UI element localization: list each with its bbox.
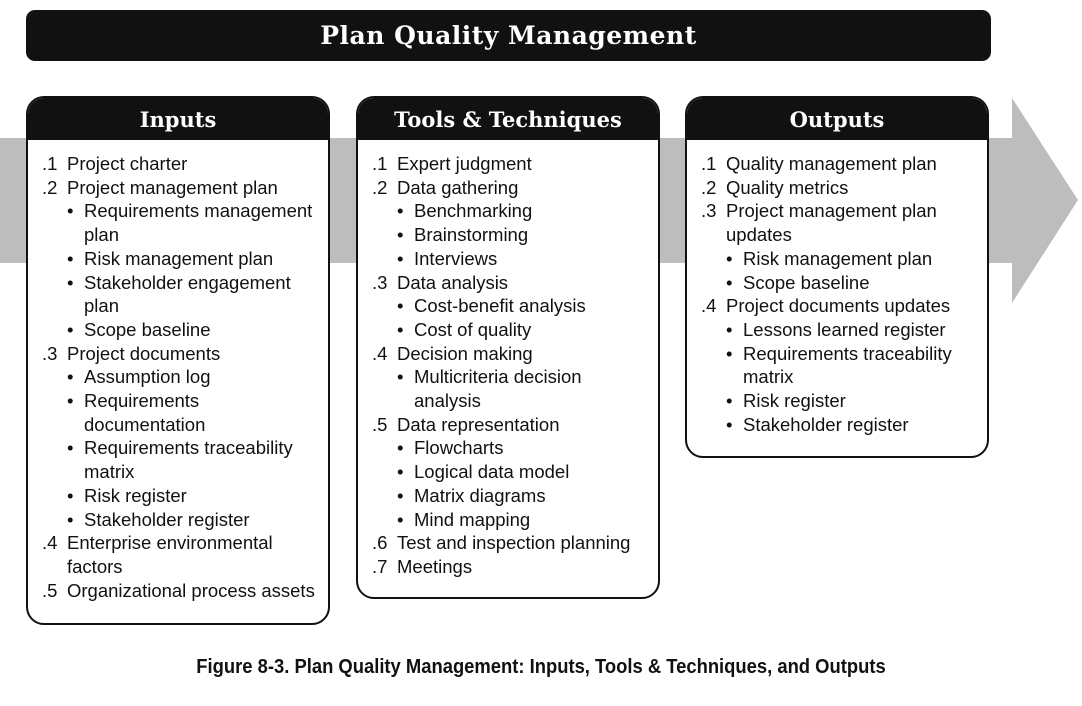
sub-item bbox=[701, 247, 977, 271]
sub-item bbox=[372, 247, 648, 271]
item-text: Test and inspection planning bbox=[397, 532, 631, 554]
bullet-icon: • bbox=[397, 461, 404, 483]
list-item bbox=[701, 152, 977, 176]
diagram-title: Plan Quality Management bbox=[320, 21, 697, 50]
sub-item-text: Risk register bbox=[84, 484, 187, 506]
list-item bbox=[701, 199, 977, 246]
sub-item-text: Cost-benefit analysis bbox=[414, 295, 586, 317]
item-text: Meetings bbox=[397, 555, 473, 577]
item-text: Data analysis bbox=[397, 271, 509, 293]
item-text: Quality metrics bbox=[726, 176, 849, 198]
item-number: .4 bbox=[372, 342, 388, 364]
sub-item-text: Risk management plan bbox=[84, 247, 274, 269]
sub-item bbox=[42, 199, 318, 246]
sub-item bbox=[372, 484, 648, 508]
title-bar bbox=[26, 10, 991, 61]
item-number: .2 bbox=[372, 176, 388, 198]
sub-item bbox=[701, 342, 977, 389]
sub-item-text: Scope baseline bbox=[84, 318, 211, 340]
outputs-box bbox=[685, 96, 989, 458]
bullet-icon: • bbox=[397, 366, 404, 388]
item-number: .5 bbox=[372, 413, 388, 435]
bullet-icon: • bbox=[397, 200, 404, 222]
sub-item bbox=[701, 389, 977, 413]
bullet-icon: • bbox=[67, 247, 74, 269]
sub-item-text: Benchmarking bbox=[414, 200, 533, 222]
outputs-heading: Outputs bbox=[687, 98, 987, 140]
sub-item-text: Multicriteria decision analysis bbox=[414, 366, 582, 412]
item-number: .4 bbox=[42, 532, 58, 554]
item-text: Project documents bbox=[67, 342, 221, 364]
list-item bbox=[372, 152, 648, 176]
bullet-icon: • bbox=[67, 437, 74, 459]
sub-item-text: Matrix diagrams bbox=[414, 484, 546, 506]
sub-item bbox=[42, 318, 318, 342]
sub-item-text: Risk register bbox=[743, 390, 846, 412]
item-text: Data representation bbox=[397, 413, 560, 435]
item-number: .3 bbox=[42, 342, 58, 364]
sub-item-text: Brainstorming bbox=[414, 224, 529, 246]
list-item bbox=[701, 294, 977, 318]
bullet-icon: • bbox=[397, 224, 404, 246]
bullet-icon: • bbox=[397, 508, 404, 530]
sub-item-text: Requirements traceability matrix bbox=[743, 342, 952, 388]
item-number: .2 bbox=[42, 176, 58, 198]
sub-item bbox=[372, 508, 648, 532]
figure-caption: Figure 8-3. Plan Quality Management: Inputs, Tools & Techniques, and Outputs bbox=[196, 656, 886, 678]
list-item bbox=[701, 176, 977, 200]
list-item bbox=[372, 531, 648, 555]
tools-list bbox=[358, 140, 658, 589]
bullet-icon: • bbox=[67, 271, 74, 293]
outputs-list bbox=[687, 140, 987, 446]
sub-item-text: Logical data model bbox=[414, 461, 570, 483]
list-item bbox=[42, 176, 318, 200]
sub-item bbox=[701, 271, 977, 295]
bullet-icon: • bbox=[397, 295, 404, 317]
sub-item bbox=[372, 199, 648, 223]
item-number: .1 bbox=[701, 153, 717, 174]
item-number: .3 bbox=[372, 271, 388, 293]
item-number: .1 bbox=[372, 153, 388, 174]
item-number: .6 bbox=[372, 532, 388, 554]
item-text: Expert judgment bbox=[397, 153, 532, 174]
sub-item-text: Requirements management plan bbox=[84, 200, 313, 246]
sub-item bbox=[42, 484, 318, 508]
list-item bbox=[372, 413, 648, 437]
list-item bbox=[372, 176, 648, 200]
bullet-icon: • bbox=[67, 484, 74, 506]
sub-item-text: Risk management plan bbox=[743, 247, 933, 269]
bullet-icon: • bbox=[67, 318, 74, 340]
bullet-icon: • bbox=[67, 508, 74, 530]
item-text: Quality management plan bbox=[726, 153, 937, 174]
sub-item-text: Assumption log bbox=[84, 366, 211, 388]
bullet-icon: • bbox=[726, 318, 733, 340]
tools-heading: Tools & Techniques bbox=[358, 98, 658, 140]
item-number: .7 bbox=[372, 555, 388, 577]
sub-item-text: Stakeholder register bbox=[84, 508, 250, 530]
bullet-icon: • bbox=[397, 247, 404, 269]
sub-item bbox=[42, 271, 318, 318]
sub-item bbox=[42, 247, 318, 271]
list-item bbox=[372, 271, 648, 295]
bullet-icon: • bbox=[726, 413, 733, 435]
sub-item bbox=[372, 365, 648, 412]
item-text: Enterprise environmental factors bbox=[67, 532, 273, 577]
sub-item bbox=[372, 460, 648, 484]
bullet-icon: • bbox=[726, 342, 733, 364]
list-item bbox=[42, 579, 318, 603]
inputs-heading: Inputs bbox=[28, 98, 328, 140]
list-item bbox=[42, 342, 318, 366]
sub-item-text: Scope baseline bbox=[743, 271, 870, 293]
sub-item bbox=[42, 365, 318, 389]
sub-item bbox=[42, 508, 318, 532]
list-item bbox=[42, 531, 318, 578]
sub-item bbox=[701, 318, 977, 342]
sub-item-text: Flowcharts bbox=[414, 437, 504, 459]
item-text: Project charter bbox=[67, 153, 188, 174]
sub-item-text: Stakeholder register bbox=[743, 413, 909, 435]
sub-item bbox=[372, 294, 648, 318]
sub-item-text: Interviews bbox=[414, 247, 498, 269]
bullet-icon: • bbox=[397, 318, 404, 340]
sub-item-text: Cost of quality bbox=[414, 318, 532, 340]
item-text: Project management plan bbox=[67, 176, 278, 198]
item-number: .1 bbox=[42, 153, 58, 174]
sub-item-text: Requirements traceability matrix bbox=[84, 437, 293, 483]
sub-item-text: Requirements documentation bbox=[84, 390, 206, 435]
bullet-icon: • bbox=[67, 366, 74, 388]
sub-item bbox=[701, 413, 977, 437]
bullet-icon: • bbox=[726, 247, 733, 269]
bullet-icon: • bbox=[397, 437, 404, 459]
item-text: Project documents updates bbox=[726, 295, 951, 317]
sub-item bbox=[372, 436, 648, 460]
sub-item bbox=[372, 318, 648, 342]
inputs-box bbox=[26, 96, 330, 625]
bullet-icon: • bbox=[397, 484, 404, 506]
item-text: Decision making bbox=[397, 342, 533, 364]
bullet-icon: • bbox=[67, 390, 74, 412]
sub-item-text: Mind mapping bbox=[414, 508, 531, 530]
list-item bbox=[372, 555, 648, 579]
sub-item-text: Stakeholder engagement plan bbox=[84, 271, 291, 317]
list-item bbox=[42, 152, 318, 176]
bullet-icon: • bbox=[726, 390, 733, 412]
item-number: .3 bbox=[701, 200, 717, 222]
item-number: .4 bbox=[701, 295, 717, 317]
item-text: Organizational process assets bbox=[67, 579, 315, 601]
list-item bbox=[372, 342, 648, 366]
item-text: Project management plan updates bbox=[726, 200, 937, 246]
item-number: .5 bbox=[42, 579, 58, 601]
tools-box bbox=[356, 96, 660, 599]
inputs-list bbox=[28, 140, 328, 612]
item-text: Data gathering bbox=[397, 176, 519, 198]
bullet-icon: • bbox=[726, 271, 733, 293]
sub-item bbox=[42, 389, 318, 436]
item-number: .2 bbox=[701, 176, 717, 198]
sub-item bbox=[372, 223, 648, 247]
bullet-icon: • bbox=[67, 200, 74, 222]
sub-item-text: Lessons learned register bbox=[743, 318, 946, 340]
sub-item bbox=[42, 436, 318, 483]
